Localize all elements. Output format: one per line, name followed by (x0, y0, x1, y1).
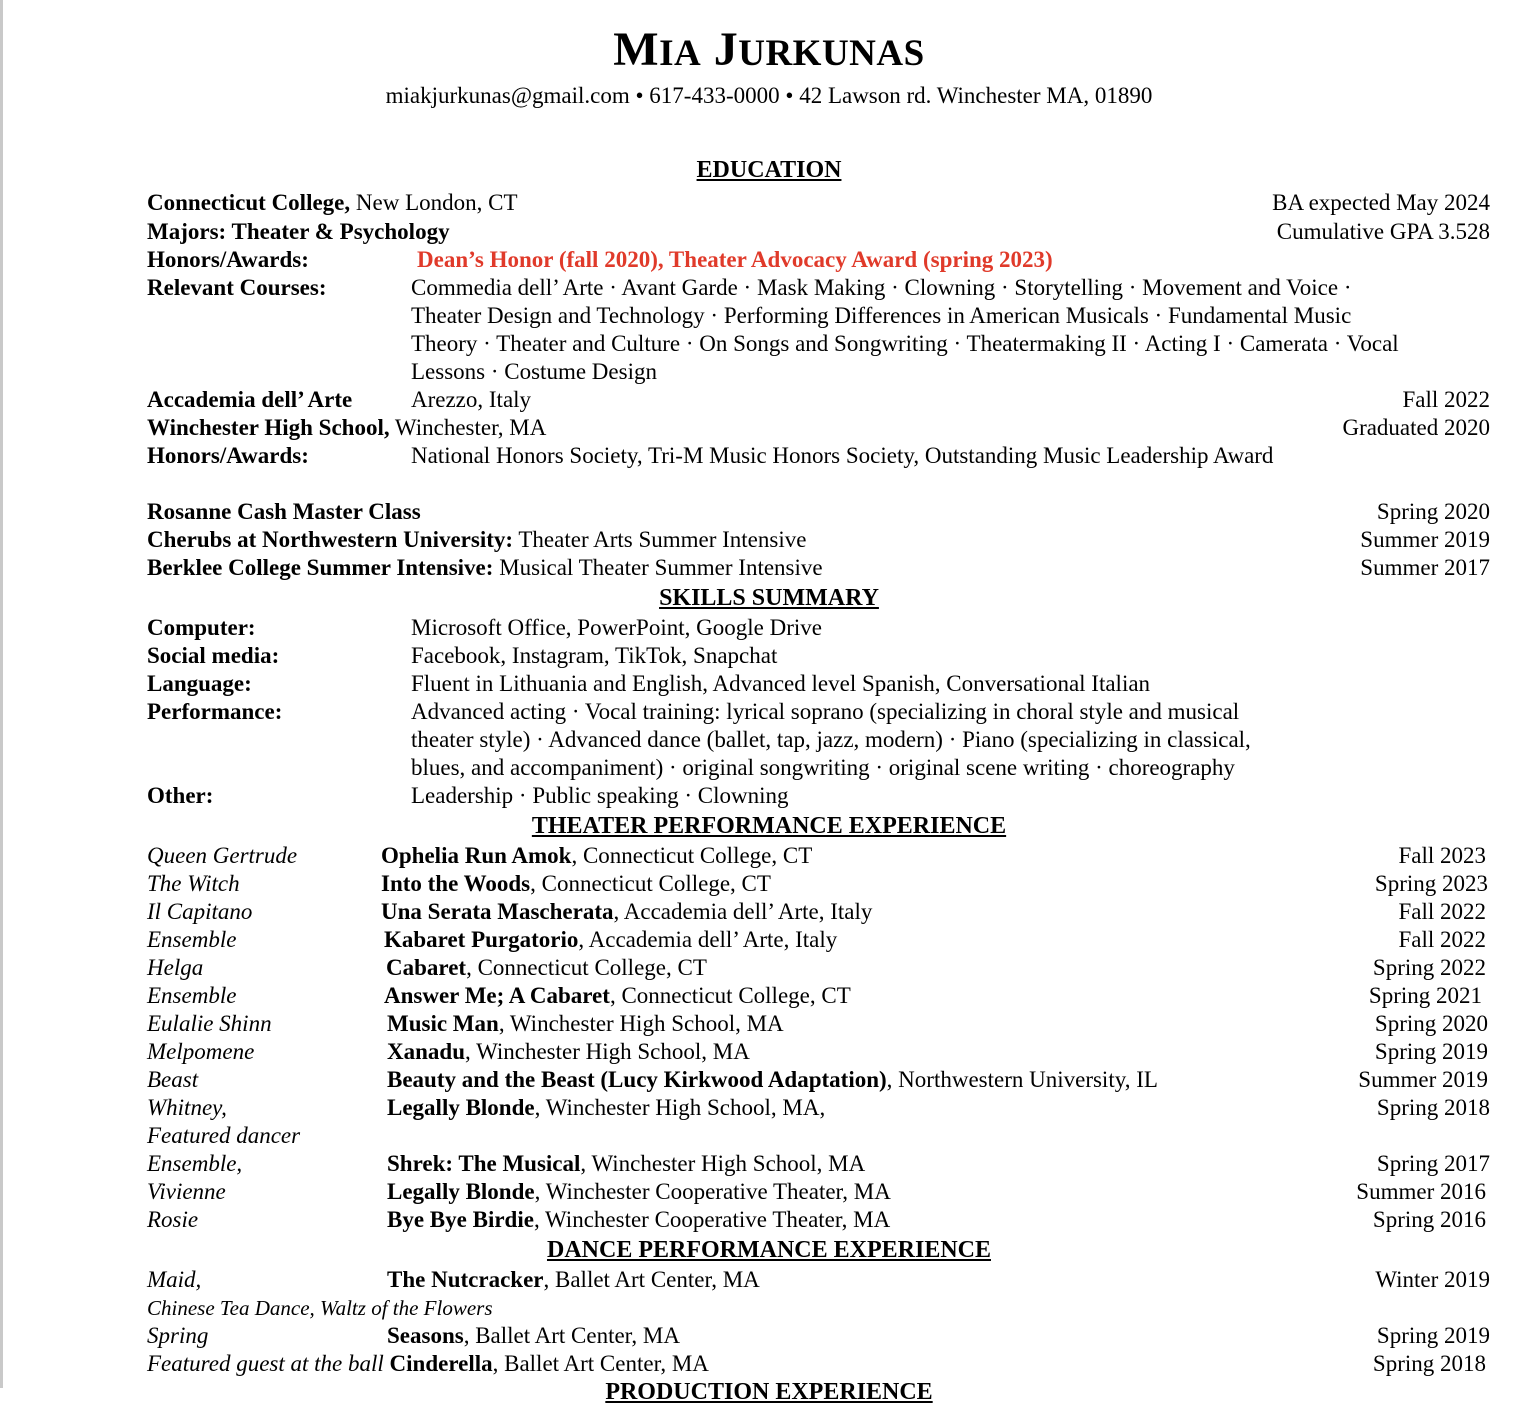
college-date: BA expected May 2024 (1272, 190, 1490, 215)
production-credit: Legally Blonde, Winchester Cooperative Theater, MA (387, 1179, 891, 1204)
credit-date: Fall 2022 (1398, 899, 1486, 924)
role: Queen Gertrude (147, 843, 298, 868)
college-line: Connecticut College, New London, CT (147, 190, 518, 215)
program-date: Summer 2019 (1360, 527, 1490, 552)
address-text: 42 Lawson rd. Winchester MA, 01890 (799, 83, 1153, 108)
production-credit: The Nutcracker, Ballet Art Center, MA (387, 1267, 760, 1292)
program-line: Berklee College Summer Intensive: Musical Theater Summer Intensive (147, 555, 823, 580)
skill-label: Computer: (147, 615, 256, 640)
phone-text: 617-433-0000 (649, 83, 780, 108)
production-credit: Answer Me; A Cabaret, Connecticut College, CT (384, 983, 851, 1008)
role: Whitney, (147, 1095, 227, 1120)
credit-date: Fall 2022 (1398, 927, 1486, 952)
role: Il Capitano (147, 899, 253, 924)
email-text: miakjurkunas@gmail.com (385, 83, 630, 108)
role: Featured dancer (147, 1123, 301, 1148)
hs-honors-label: Honors/Awards: (147, 443, 309, 468)
courses-line: Lessons · Costume Design (411, 359, 657, 384)
page-edge (0, 0, 3, 1388)
skill-value: Fluent in Lithuania and English, Advanced level Spanish, Conversational Italian (411, 671, 1151, 696)
role: Beast (147, 1067, 199, 1092)
production-credit: Bye Bye Birdie, Winchester Cooperative Theater, MA (387, 1207, 891, 1232)
skill-value: blues, and accompaniment) · original songwriting · original scene writing · choreography (411, 755, 1235, 780)
role: Maid, (147, 1267, 202, 1292)
credit-date: Summer 2019 (1358, 1067, 1488, 1092)
highschool-line: Winchester High School, Winchester, MA (147, 415, 547, 440)
credit-date: Spring 2020 (1374, 1011, 1488, 1036)
credit-date: Spring 2019 (1374, 1039, 1488, 1064)
credit-date: Spring 2023 (1374, 871, 1488, 896)
credit-date: Spring 2022 (1372, 955, 1486, 980)
contact-line: miakjurkunas@gmail.com • 617-433-0000 • 42 Lawson rd. Winchester MA, 01890 (385, 83, 1153, 108)
education-heading: EDUCATION (696, 157, 842, 183)
credit-date: Winter 2019 (1375, 1267, 1490, 1292)
program-line: Rosanne Cash Master Class (147, 499, 421, 524)
theater-heading: THEATER PERFORMANCE EXPERIENCE (531, 813, 1007, 839)
role: Melpomene (147, 1039, 255, 1064)
program-date: Spring 2020 (1376, 499, 1490, 524)
production-credit: Ophelia Run Amok, Connecticut College, CT (381, 843, 813, 868)
role: Rosie (147, 1207, 199, 1232)
production-heading: PRODUCTION EXPERIENCE (605, 1379, 933, 1405)
role: Ensemble, (147, 1151, 243, 1176)
honors-value: Dean’s Honor (fall 2020), Theater Advocacy Award (spring 2023) (417, 247, 1053, 272)
program-line: Cherubs at Northwestern University: Theater Arts Summer Intensive (147, 527, 807, 552)
role-credit-line: Featured guest at the ball Cinderella, Ballet Art Center, MA (147, 1351, 709, 1376)
highschool-date: Graduated 2020 (1342, 415, 1490, 440)
accademia-location: Arezzo, Italy (411, 387, 532, 412)
courses-line: Theater Design and Technology · Performing Differences in American Musicals · Fundamental Music (411, 303, 1352, 328)
production-credit: Una Serata Mascherata, Accademia dell’ Arte, Italy (381, 899, 873, 924)
credit-date: Spring 2018 (1372, 1351, 1486, 1376)
credit-date: Spring 2016 (1372, 1207, 1486, 1232)
resume-name: MIA JURKUNAS (613, 23, 925, 76)
skill-value: theater style) · Advanced dance (ballet, tap, jazz, modern) · Piano (specializing in classical, (411, 727, 1251, 752)
credit-date: Spring 2017 (1376, 1151, 1490, 1176)
skill-label: Performance: (147, 699, 283, 724)
role: Vivienne (147, 1179, 226, 1204)
role: The Witch (147, 871, 240, 896)
skill-value: Facebook, Instagram, TikTok, Snapchat (411, 643, 778, 668)
role: Chinese Tea Dance, Waltz of the Flowers (147, 1296, 493, 1320)
courses-line: Theory · Theater and Culture · On Songs and Songwriting · Theatermaking II · Acting I · Camerata · Vocal (411, 331, 1399, 356)
production-credit: Into the Woods, Connecticut College, CT (381, 871, 771, 896)
role: Eulalie Shinn (147, 1011, 272, 1036)
production-credit: Xanadu, Winchester High School, MA (387, 1039, 750, 1064)
role: Ensemble (147, 983, 237, 1008)
credit-date: Spring 2021 (1368, 983, 1482, 1008)
accademia-name: Accademia dell’ Arte (147, 387, 353, 412)
dance-heading: DANCE PERFORMANCE EXPERIENCE (546, 1237, 991, 1263)
courses-line: Commedia dell’ Arte · Avant Garde · Mask Making · Clowning · Storytelling · Movement and Voice · (411, 275, 1352, 300)
skill-label: Language: (147, 671, 252, 696)
hs-honors-value: National Honors Society, Tri-M Music Honors Society, Outstanding Music Leadership Award (411, 443, 1274, 468)
production-credit: Beauty and the Beast (Lucy Kirkwood Adaptation), Northwestern University, IL (387, 1067, 1158, 1092)
accademia-date: Fall 2022 (1402, 387, 1490, 412)
role: Helga (147, 955, 204, 980)
production-credit: Kabaret Purgatorio, Accademia dell’ Arte, Italy (384, 927, 838, 952)
credit-date: Spring 2019 (1376, 1323, 1490, 1348)
production-credit: Seasons, Ballet Art Center, MA (387, 1323, 680, 1348)
courses-label: Relevant Courses: (147, 275, 327, 300)
role: Spring (147, 1323, 209, 1348)
production-credit: Legally Blonde, Winchester High School, MA, (387, 1095, 826, 1120)
skills-heading: SKILLS SUMMARY (659, 585, 879, 611)
program-date: Summer 2017 (1360, 555, 1490, 580)
credit-date: Fall 2023 (1398, 843, 1486, 868)
skill-value: Microsoft Office, PowerPoint, Google Drive (411, 615, 822, 640)
skill-value: Leadership · Public speaking · Clowning (411, 783, 789, 808)
skill-label: Social media: (147, 643, 280, 668)
role: Ensemble (147, 927, 237, 952)
skill-value: Advanced acting · Vocal training: lyrical soprano (specializing in choral style and musical (411, 699, 1240, 724)
majors: Majors: Theater & Psychology (147, 219, 450, 244)
credit-date: Spring 2018 (1376, 1095, 1490, 1120)
credit-date: Summer 2016 (1356, 1179, 1486, 1204)
production-credit: Cabaret, Connecticut College, CT (386, 955, 707, 980)
production-credit: Music Man, Winchester High School, MA (387, 1011, 784, 1036)
gpa: Cumulative GPA 3.528 (1276, 219, 1490, 244)
honors-label: Honors/Awards: (147, 247, 309, 272)
skill-label: Other: (147, 783, 214, 808)
production-credit: Shrek: The Musical, Winchester High School, MA (387, 1151, 866, 1176)
